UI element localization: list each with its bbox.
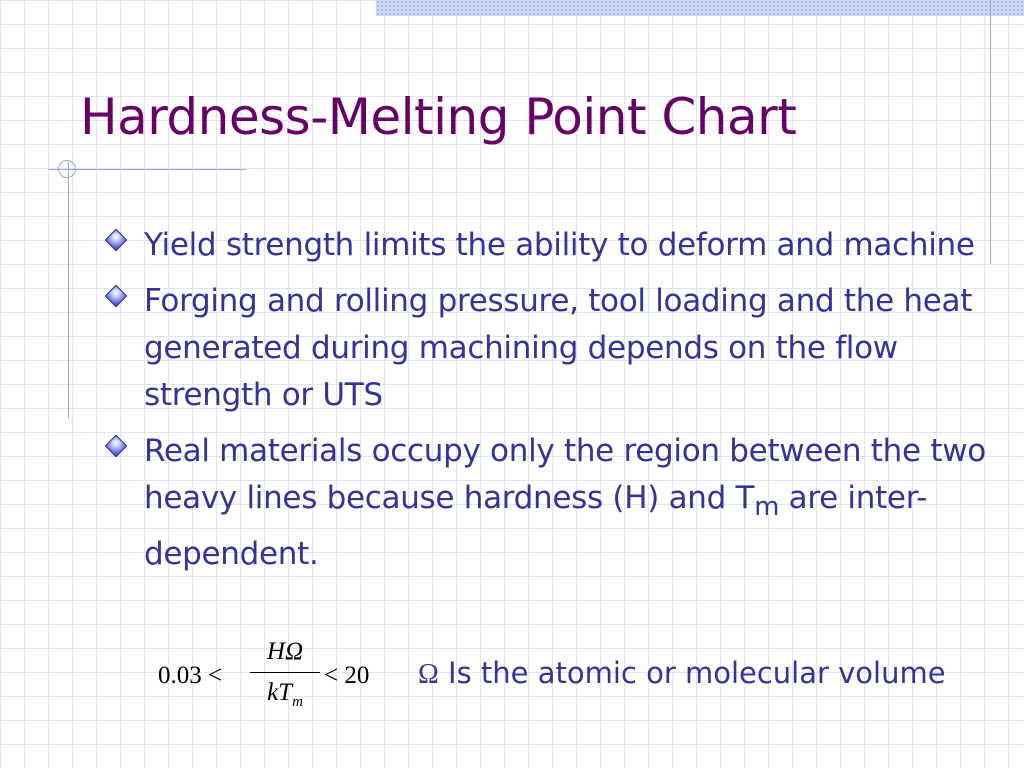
bullet-text: Yield strength limits the ability to deform and machine — [144, 227, 975, 263]
formula-lower-bound: 0.03 < — [158, 662, 223, 689]
diamond-bullet-icon — [105, 285, 128, 308]
fraction-bar — [250, 672, 320, 673]
diamond-bullet-icon — [105, 229, 128, 252]
omega-definition-text: Is the atomic or molecular volume — [438, 656, 946, 690]
formula-denominator — [250, 677, 320, 718]
bullet-list — [104, 222, 1004, 587]
bullet-text-part: are inter-dependent. — [144, 480, 928, 573]
diamond-bullet-icon — [105, 435, 128, 458]
omega-definition — [418, 656, 946, 691]
bullet-item — [104, 278, 1004, 419]
slide-title: Hardness-Melting Point Chart — [80, 88, 797, 146]
formula-upper-bound: < 20 — [324, 662, 370, 689]
bullet-text — [144, 433, 986, 572]
formula-denominator-subscript: m — [292, 694, 303, 710]
formula-denominator-main: kT — [267, 679, 293, 706]
decor-line-left — [68, 162, 69, 418]
bullet-text: Forging and rolling pressure, tool loading and the heat generated during machining depends on the flow strength or UTS — [144, 283, 973, 413]
bullet-item — [104, 222, 1004, 269]
bullet-item — [104, 428, 1004, 578]
formula-fraction — [250, 636, 320, 718]
omega-symbol: Ω — [418, 659, 439, 690]
formula-numerator: HΩ — [266, 638, 304, 665]
header-pattern-band — [376, 0, 1024, 16]
melting-temp-subscript: m — [754, 492, 780, 523]
bullet-text-part: Real materials occupy only the region between the two heavy lines because hardness (H) and T — [144, 433, 986, 516]
decor-ring-icon — [58, 160, 76, 178]
decor-line-horizontal — [48, 169, 246, 170]
